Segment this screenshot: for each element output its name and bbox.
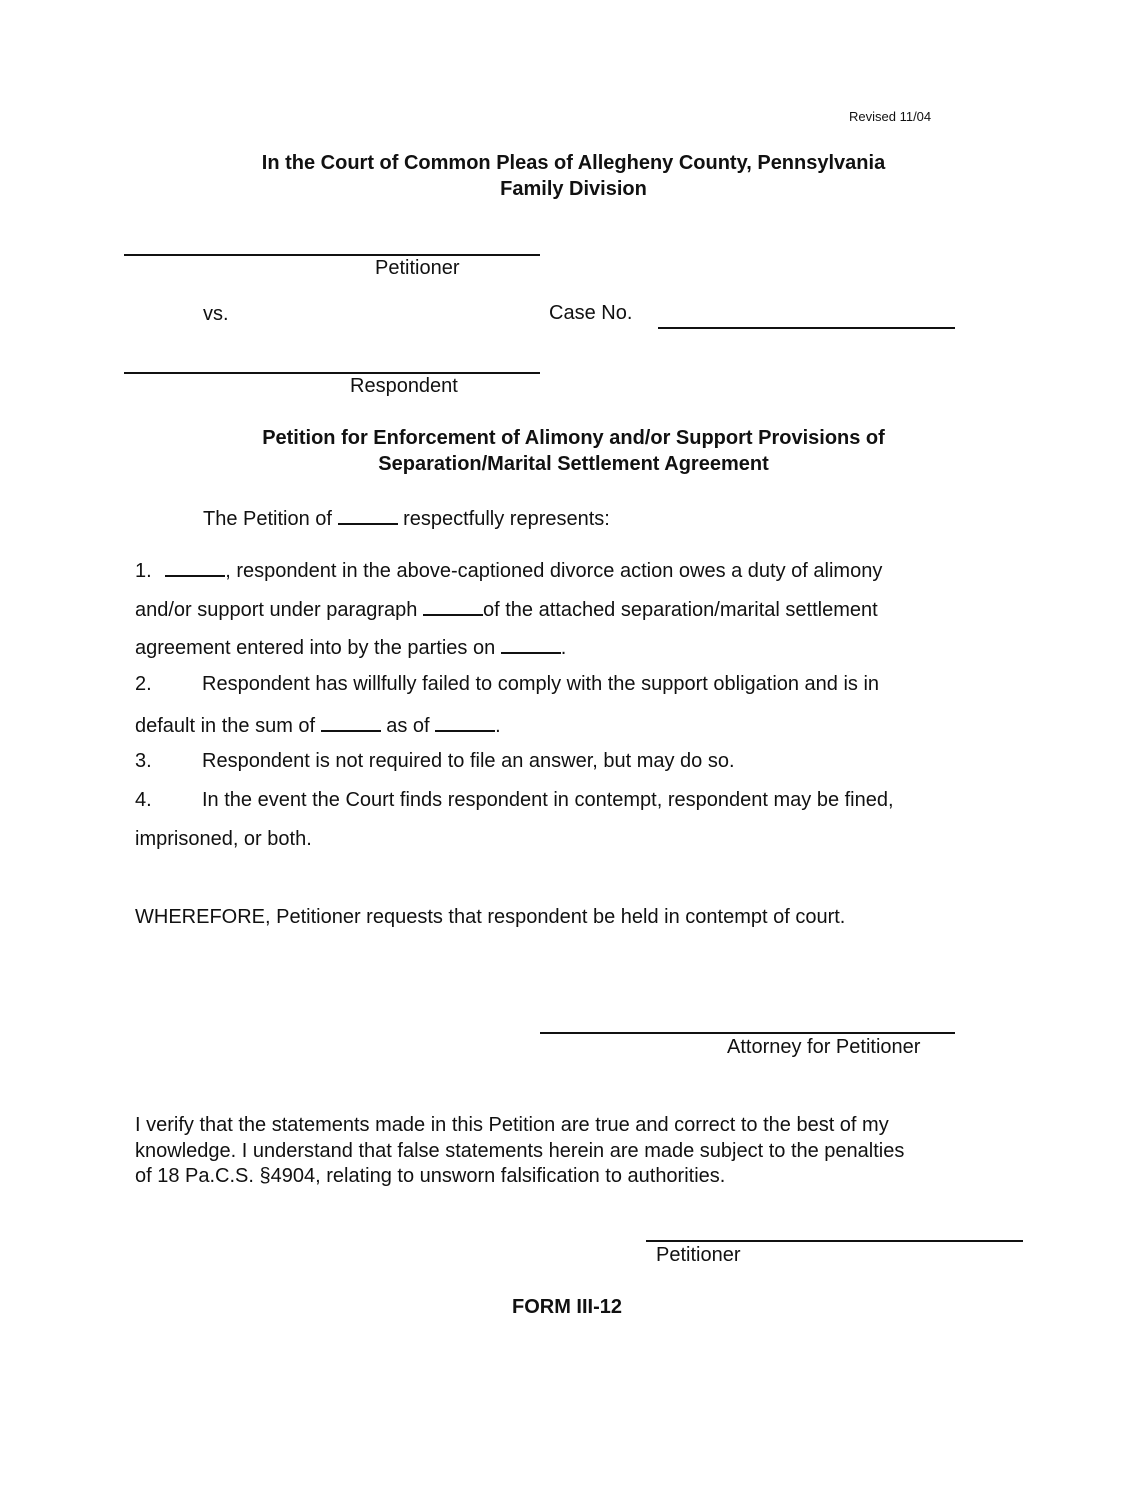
case-number-field[interactable] <box>658 327 955 329</box>
para4-line1 <box>135 789 894 812</box>
respondent-name-line[interactable] <box>124 372 540 374</box>
form-number: FORM III-12 <box>512 1296 623 1318</box>
attorney-signature-line[interactable] <box>540 1032 955 1034</box>
attorney-label: Attorney for Petitioner <box>727 1036 921 1058</box>
para2-text-b-post: . <box>495 715 501 737</box>
para2-line2 <box>135 712 501 738</box>
para2-text-a: Respondent has willfully failed to comply with the support obligation and is in <box>202 673 880 695</box>
para1-number: 1. <box>135 560 152 582</box>
intro-post: respectfully represents: <box>403 508 610 530</box>
para1-line1 <box>135 557 882 583</box>
intro-line <box>203 505 610 531</box>
para2-number: 2. <box>135 673 152 695</box>
para1-text-c-post: . <box>560 637 567 659</box>
default-sum-blank[interactable] <box>321 712 381 732</box>
paragraph-number-blank[interactable] <box>423 596 483 616</box>
para1-text-b-pre: and/or support under paragraph <box>135 599 418 621</box>
intro-pre: The Petition of <box>203 508 332 530</box>
para3-text-a: Respondent is not required to file an answer, but may do so. <box>202 750 735 772</box>
agreement-date-blank[interactable] <box>501 634 561 654</box>
para3-number: 3. <box>135 750 152 772</box>
para2-text-b-mid: as of <box>386 715 430 737</box>
petitioner-name-line[interactable] <box>124 254 540 256</box>
petitioner-name-blank[interactable] <box>338 505 398 525</box>
para3-line1 <box>135 750 735 773</box>
petitioner-signature-line[interactable] <box>646 1240 1023 1242</box>
verification-line3: of 18 Pa.C.S. §4904, relating to unsworn falsification to authorities. <box>135 1165 726 1187</box>
para1-line2 <box>135 596 878 622</box>
revised-date: Revised 11/04 <box>849 109 932 124</box>
para4-line2 <box>135 828 312 851</box>
verification-line1: I verify that the statements made in this Petition are true and correct to the best of my <box>135 1114 889 1136</box>
verification-line2: knowledge. I understand that false statements herein are made subject to the penalties <box>135 1140 905 1162</box>
petition-subtitle: Separation/Marital Settlement Agreement <box>378 453 769 475</box>
wherefore-clause: WHEREFORE, Petitioner requests that respondent be held in contempt of court. <box>135 906 846 928</box>
respondent-name-blank[interactable] <box>165 557 225 577</box>
petition-title: Petition for Enforcement of Alimony and/or Support Provisions of <box>262 427 885 449</box>
versus-label: vs. <box>203 303 229 325</box>
para2-line1 <box>135 673 879 696</box>
court-name: In the Court of Common Pleas of Allegheny County, Pennsylvania <box>261 152 886 174</box>
para4-text-a: In the event the Court finds respondent in contempt, respondent may be fined, <box>202 789 894 811</box>
respondent-caption-label: Respondent <box>350 375 458 397</box>
para1-text-b-post: of the attached separation/marital settlement <box>482 599 878 621</box>
para1-text-c-pre: agreement entered into by the parties on <box>135 637 496 659</box>
para1-line3 <box>135 634 566 660</box>
petitioner-signature-label: Petitioner <box>656 1244 741 1266</box>
case-number-label: Case No. <box>549 302 633 324</box>
para4-number: 4. <box>135 789 152 811</box>
para1-text-a: , respondent in the above-captioned divorce action owes a duty of alimony <box>225 560 883 582</box>
court-division: Family Division <box>500 178 647 200</box>
para2-text-b-pre: default in the sum of <box>135 715 316 737</box>
para4-text-b: imprisoned, or both. <box>135 828 312 850</box>
petitioner-caption-label: Petitioner <box>375 257 460 279</box>
default-date-blank[interactable] <box>435 712 495 732</box>
